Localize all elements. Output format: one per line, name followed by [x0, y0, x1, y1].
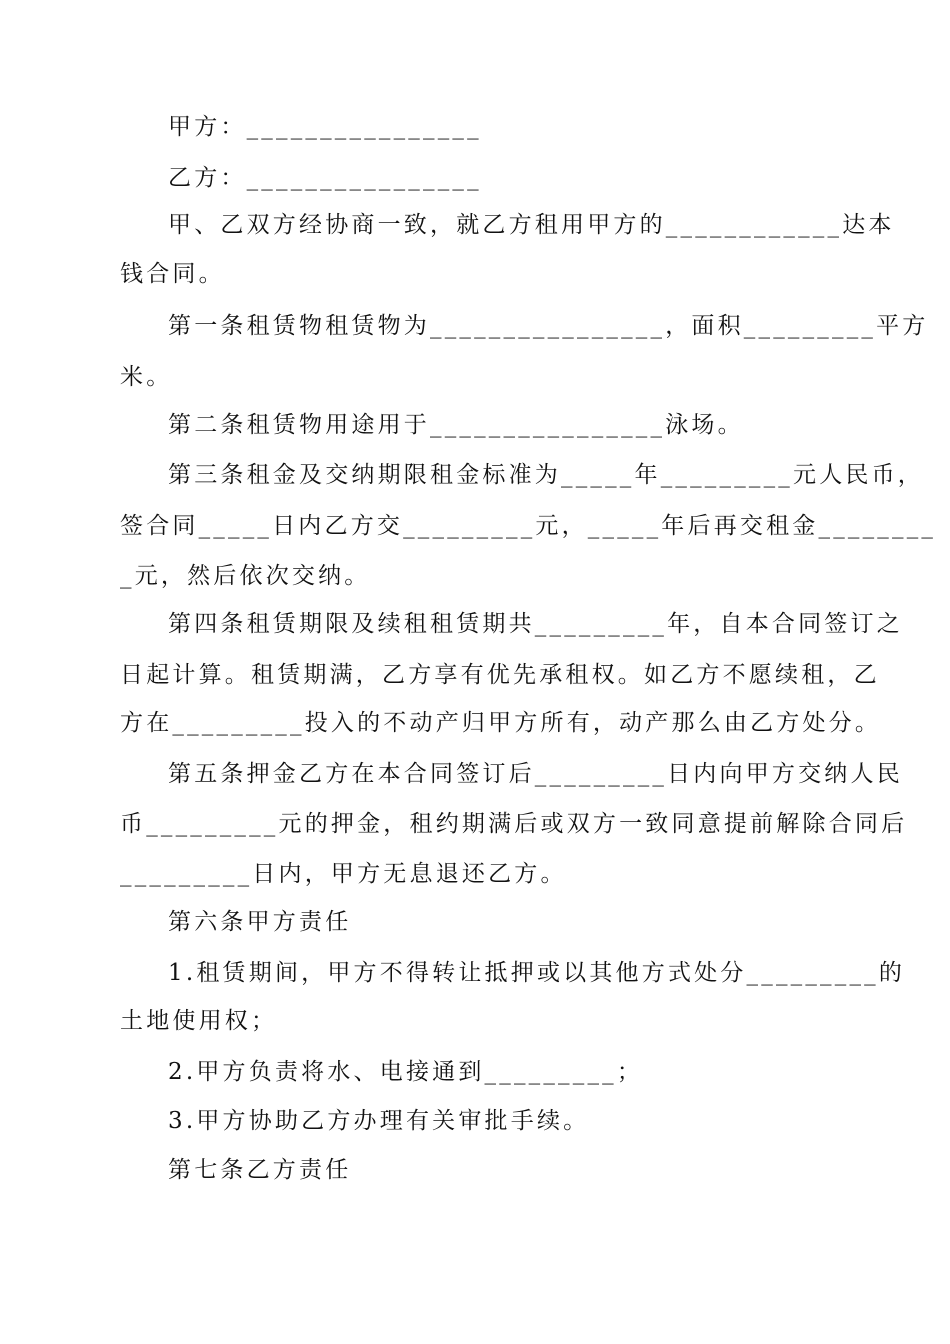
article-3-line: 签合同_____日内乙方交_________元，_____年后再交租金________ — [120, 513, 937, 539]
article-5-line: 第五条押金乙方在本合同签订后_________日内向甲方交纳人民 — [168, 761, 903, 787]
article-1-line: 米。 — [120, 364, 173, 390]
article-5-line: 币_________元的押金，租约期满后或双方一致同意提前解除合同后 — [120, 811, 908, 837]
article-4-line: 方在_________投入的不动产归甲方所有，动产那么由乙方处分。 — [120, 710, 882, 736]
article-4-line: 日起计算。租赁期满，乙方享有优先承租权。如乙方不愿续租，乙 — [120, 662, 880, 688]
article-5-line: _________日内，甲方无息退还乙方。 — [120, 861, 567, 887]
article-6-item-3: 3.甲方协助乙方办理有关审批手续。 — [168, 1108, 590, 1134]
article-6-item-1: 1.租赁期间，甲方不得转让抵押或以其他方式处分_________的 — [168, 960, 906, 986]
preamble-line: 钱合同。 — [120, 261, 225, 287]
article-4-line: 第四条租赁期限及续租租赁期共_________年，自本合同签订之 — [168, 611, 903, 637]
party-b-line: 乙方：________________ — [168, 165, 482, 191]
preamble-line: 甲、乙双方经协商一致，就乙方租用甲方的____________达本 — [168, 212, 895, 238]
article-6-item-2: 2.甲方负责将水、电接通到_________； — [168, 1059, 644, 1085]
article-1-line: 第一条租赁物租赁物为________________，面积_________平方 — [168, 313, 929, 339]
party-a-line: 甲方：________________ — [168, 114, 482, 140]
article-3-line: 第三条租金及交纳期限租金标准为_____年_________元人民币， — [168, 462, 924, 488]
article-7-heading: 第七条乙方责任 — [168, 1157, 352, 1183]
article-2-line: 第二条租赁物用途用于________________泳场。 — [168, 412, 744, 438]
article-6-item-1: 土地使用权； — [120, 1008, 278, 1034]
article-6-heading: 第六条甲方责任 — [168, 909, 352, 935]
article-3-line: _元，然后依次交纳。 — [120, 563, 371, 589]
